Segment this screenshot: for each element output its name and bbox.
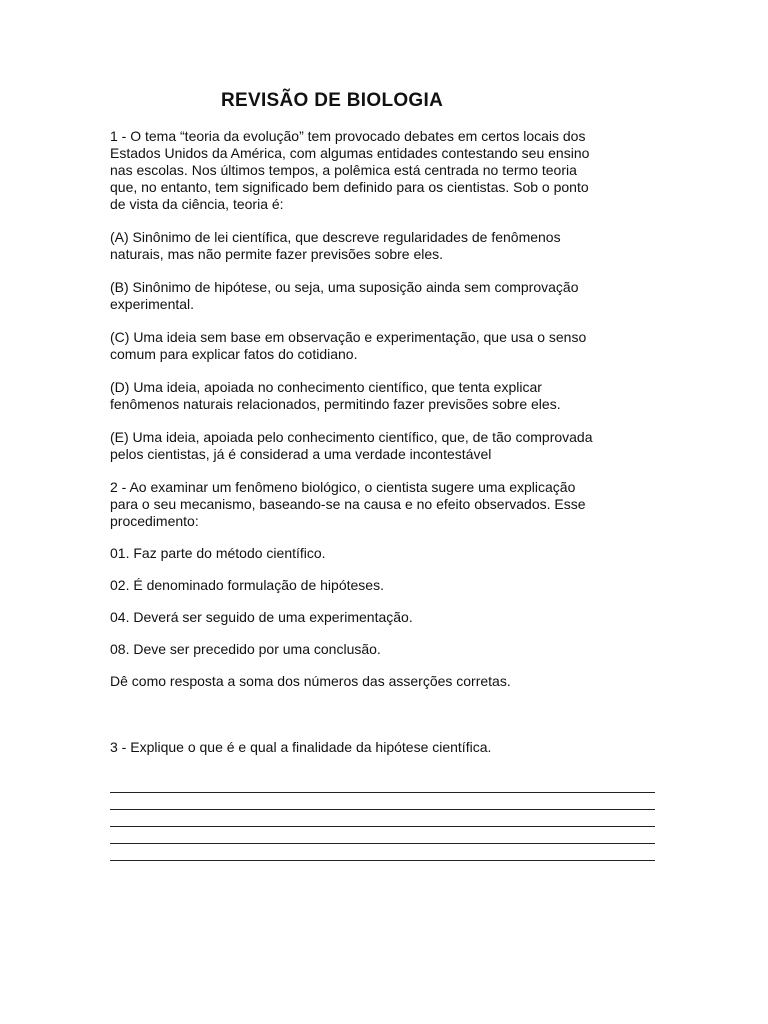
answer-line[interactable] xyxy=(110,793,655,810)
question-1-option-a: (A) Sinônimo de lei científica, que descreve regularidades de fenômenos naturais, mas não permite fazer previsões sobre eles. xyxy=(110,229,561,262)
question-1-option-d: (D) Uma ideia, apoiada no conhecimento científico, que tenta explicar fenômenos naturais relacionados, permitindo fazer previsões sobre eles. xyxy=(110,379,561,412)
question-2-stem: 2 - Ao examinar um fenômeno biológico, o cientista sugere uma explicação para o seu mecanismo, baseando-se na causa e no efeito observados. Esse procedimento: xyxy=(110,479,586,529)
question-3-stem: 3 - Explique o que é e qual a finalidade da hipótese científica. xyxy=(110,739,492,755)
answer-line[interactable] xyxy=(110,776,655,793)
question-1-option-b: (B) Sinônimo de hipótese, ou seja, uma suposição ainda sem comprovação experimental. xyxy=(110,279,579,312)
answer-line[interactable] xyxy=(110,844,655,861)
question-1-option-e: (E) Uma ideia, apoiada pelo conhecimento científico, que, de tão comprovada pelos cientistas, já é considerad a uma verdade incontestável xyxy=(110,429,593,462)
question-2-assertion-08: 08. Deve ser precedido por uma conclusão. xyxy=(110,641,381,657)
question-2-assertion-01: 01. Faz parte do método científico. xyxy=(110,545,326,561)
question-2-assertion-04: 04. Deverá ser seguido de uma experimentação. xyxy=(110,609,413,625)
question-2-instruction: Dê como resposta a soma dos números das asserções corretas. xyxy=(110,673,511,689)
page-title: REVISÃO DE BIOLOGIA xyxy=(221,90,444,111)
answer-line[interactable] xyxy=(110,827,655,844)
answer-lines[interactable] xyxy=(110,776,655,861)
question-1-option-c: (C) Uma ideia sem base em observação e experimentação, que usa o senso comum para explicar fatos do cotidiano. xyxy=(110,329,587,362)
document-body xyxy=(110,128,655,861)
answer-line[interactable] xyxy=(110,810,655,827)
question-1-stem: 1 - O tema “teoria da evolução” tem provocado debates em certos locais dos Estados Unidos da América, com algumas entidades contestando seu ensino nas escolas. Nos últimos tempos, a polêmica está centrada no termo teoria que, no entanto, tem significado bem definido para os cientistas. Sob o ponto de vista da ciência, teoria é: xyxy=(110,128,590,212)
question-2-assertion-02: 02. É denominado formulação de hipóteses. xyxy=(110,577,384,593)
